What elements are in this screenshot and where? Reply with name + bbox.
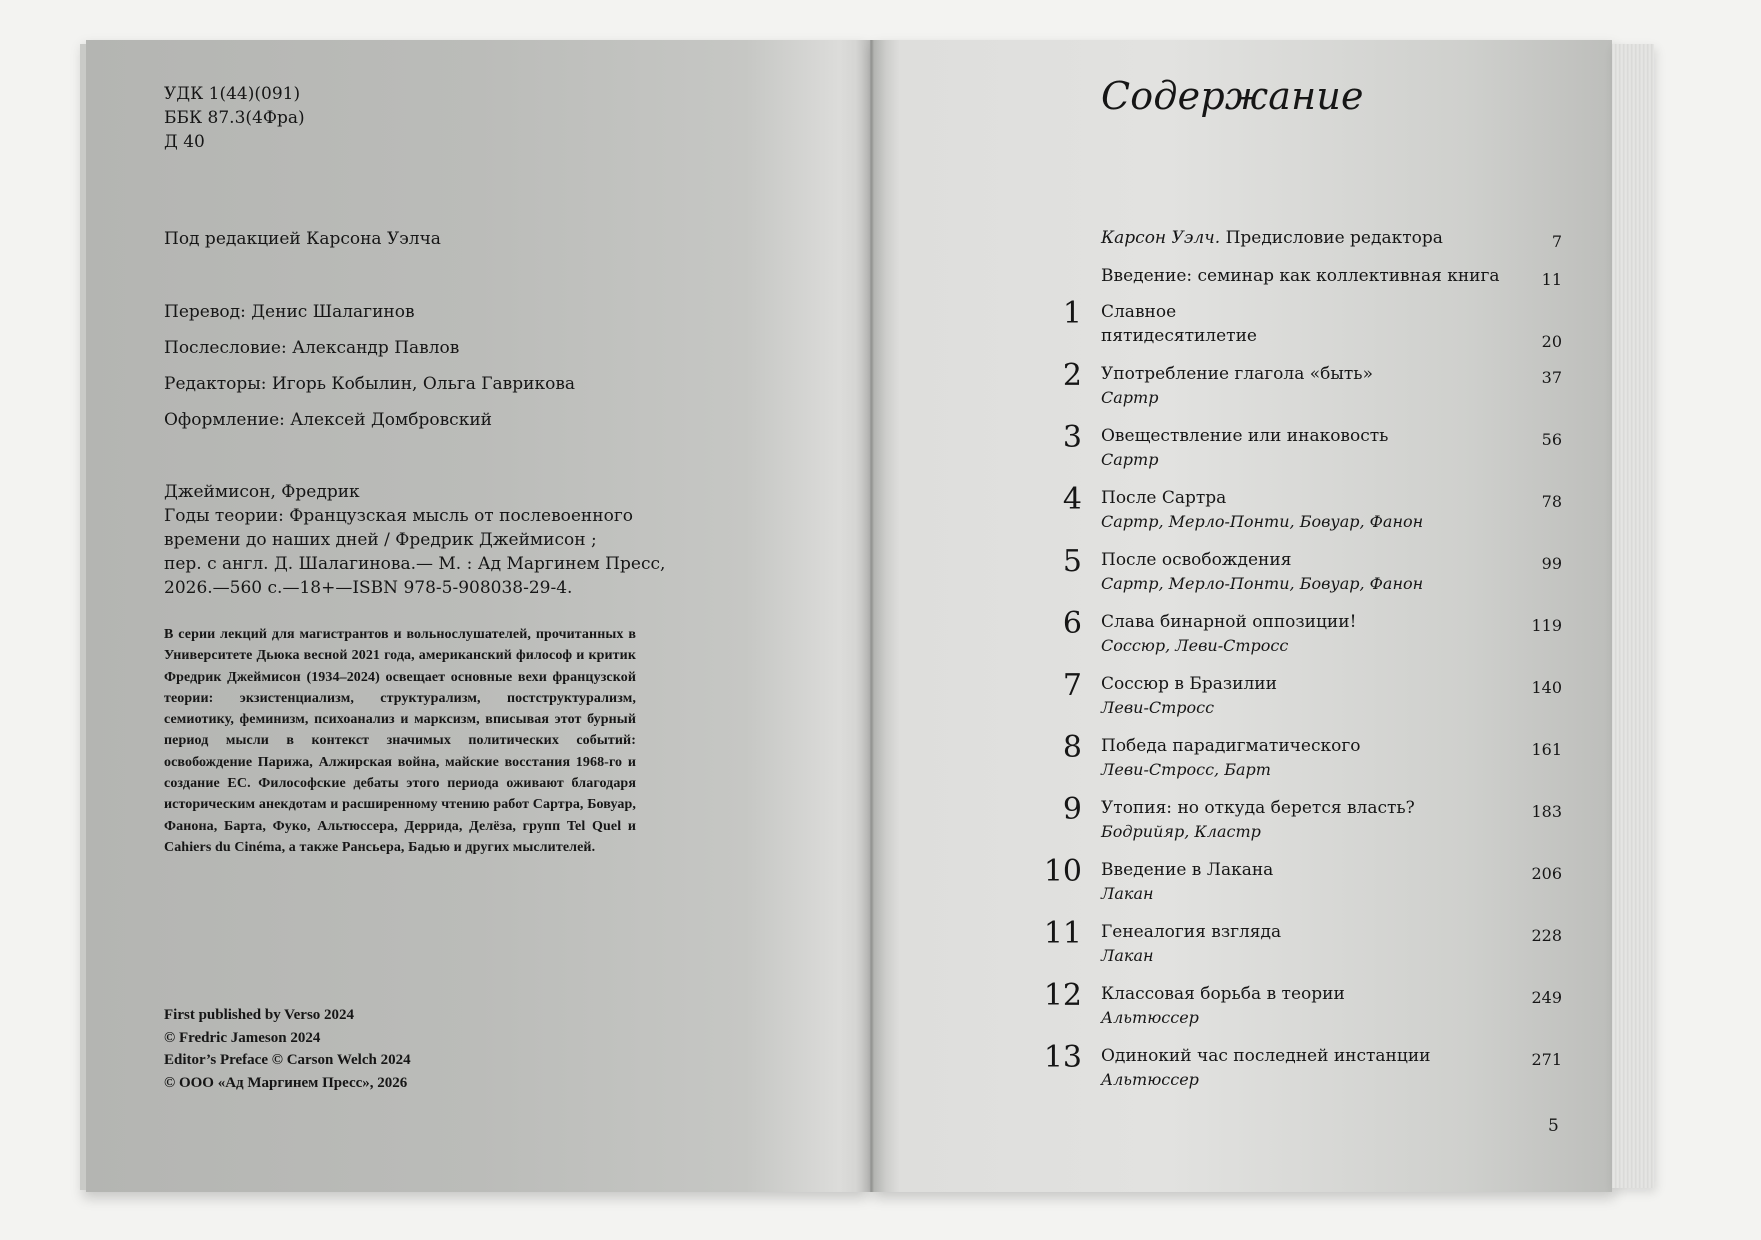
credit-translation: Перевод: Денис Шалагинов: [164, 302, 415, 322]
chapter-number: 12: [1043, 978, 1082, 1013]
toc-chapter-9[interactable]: [1040, 792, 1562, 854]
biblio-author: Джеймисон, Фредрик: [164, 482, 360, 502]
chapter-number: 6: [1062, 606, 1082, 641]
credit-design: Оформление: Алексей Домбровский: [164, 410, 492, 430]
chapter-title: Генеалогия взгляда: [1101, 922, 1282, 942]
page-number: 5: [1548, 1116, 1559, 1136]
chapter-author: Сартр: [1101, 388, 1159, 407]
chapter-title: Соссюр в Бразилии: [1101, 674, 1277, 694]
chapter-title: Утопия: но откуда берется власть?: [1101, 798, 1415, 818]
toc-chapter-10[interactable]: [1040, 854, 1562, 916]
chapter-number: 2: [1062, 358, 1082, 393]
chapter-author: Леви-Стросс: [1101, 698, 1215, 717]
chapter-author: Альтюссер: [1101, 1008, 1199, 1027]
chapter-page: 119: [1531, 616, 1562, 635]
toc-chapter-8[interactable]: [1040, 730, 1562, 792]
book-spine-shadow: [856, 40, 886, 1192]
chapter-author: Соссюр, Леви-Стросс: [1101, 636, 1289, 655]
toc-entry-title: Предисловие редактора: [1225, 228, 1443, 248]
credit-afterword: Послесловие: Александр Павлов: [164, 338, 460, 358]
toc-chapter-3[interactable]: [1040, 420, 1562, 482]
chapter-page: 99: [1541, 554, 1562, 573]
copyright-block: [164, 1004, 411, 1094]
edited-by: Под редакцией Карсона Уэлча: [164, 229, 441, 249]
chapter-title: Овеществление или инаковость: [1101, 426, 1389, 446]
chapter-title: Слава бинарной оппозиции!: [1101, 612, 1357, 632]
chapter-page: 20: [1541, 332, 1562, 351]
chapter-title: Одинокий час последней инстанции: [1101, 1046, 1431, 1066]
chapter-number: 11: [1043, 916, 1082, 951]
copyright-line: © ООО «Ад Маргинем Пресс», 2026: [164, 1074, 408, 1091]
chapter-number: 1: [1062, 296, 1082, 331]
toc-entry-title: Введение: семинар как коллективная книга: [1101, 266, 1500, 286]
copyright-line: © Fredric Jameson 2024: [164, 1029, 321, 1046]
toc-chapter-13[interactable]: [1040, 1040, 1562, 1102]
chapter-author: Леви-Стросс, Барт: [1101, 760, 1271, 779]
annotation-paragraph: В серии лекций для магистрантов и вольнослушателей, прочитанных в Университете Дьюка весной 2021 года, американский философ и критик Фредрик Джеймисон (1934–2024) освещает основные вехи французской теории: экзистенциализм, структурализм, постструктурализм, семиотику, феминизм, психоанализ и марксизм, вписывая этот бурный период мысли в контекст значимых политических событий: освобождение Парижа, Алжирская война, майские восстания 1968-го и создание ЕС. Философские дебаты этого периода оживают благодаря историческим анекдотам и расширенному чтению работ Сартра, Бовуар, Фанона, Барта, Фуко, Альтюссера, Деррида, Делёза, групп Tel Quel и Cahiers du Cinéma, а также Рансьера, Бадью и других мыслителей.: [164, 627, 636, 855]
page-block-edge: [1612, 44, 1654, 1188]
chapter-author: Сартр, Мерло-Понти, Бовуар, Фанон: [1101, 512, 1424, 531]
copyright-line: Editor’s Preface © Carson Welch 2024: [164, 1052, 411, 1068]
chapter-title: После освобождения: [1101, 550, 1292, 570]
toc-chapter-2[interactable]: [1040, 358, 1562, 420]
chapter-number: 13: [1043, 1040, 1082, 1075]
page-title: Содержание: [1101, 74, 1364, 118]
chapter-author: Сартр: [1101, 450, 1159, 469]
biblio-line: пер. с англ. Д. Шалагинова.— М. : Ад Маргинем Пресс,: [164, 554, 666, 574]
chapter-title-continued: пятидесятилетие: [1101, 326, 1257, 346]
bbk-code: ББК 87.3(4Фра): [164, 108, 305, 128]
toc-chapter-7[interactable]: [1040, 668, 1562, 730]
chapter-number: 3: [1062, 420, 1082, 455]
toc-entry-author: Карсон Уэлч.: [1101, 228, 1221, 248]
biblio-line: Годы теории: Французская мысль от послевоенного: [164, 506, 633, 526]
toc-page-number: 11: [1541, 270, 1562, 289]
udk-code: УДК 1(44)(091): [164, 84, 301, 104]
biblio-line: 2026.—560 с.—18+—ISBN 978-5-908038-29-4.: [164, 578, 573, 598]
chapter-title: Употребление глагола «быть»: [1101, 364, 1373, 384]
chapter-title: После Сартра: [1101, 488, 1227, 508]
biblio-line: времени до наших дней / Фредрик Джеймисон ;: [164, 530, 597, 550]
chapter-number: 9: [1062, 792, 1082, 827]
copyright-line: First published by Verso 2024: [164, 1007, 355, 1023]
credit-editors: Редакторы: Игорь Кобылин, Ольга Гаврикова: [164, 374, 576, 394]
toc-chapter-5[interactable]: [1040, 544, 1562, 606]
chapter-author: Лакан: [1101, 946, 1154, 965]
chapter-author: Альтюссер: [1101, 1070, 1199, 1089]
chapter-title: Классовая борьба в теории: [1101, 984, 1345, 1004]
toc-chapter-4[interactable]: [1040, 482, 1562, 544]
chapter-author: Лакан: [1101, 884, 1154, 903]
chapter-number: 4: [1062, 482, 1082, 517]
chapter-number: 7: [1062, 668, 1082, 703]
chapter-author: Сартр, Мерло-Понти, Бовуар, Фанон: [1101, 574, 1424, 593]
author-mark: Д 40: [164, 132, 205, 152]
chapter-page: 206: [1531, 864, 1562, 883]
chapter-author: Бодрийяр, Кластр: [1101, 822, 1261, 841]
chapter-page: 56: [1541, 430, 1562, 449]
chapter-page: 161: [1531, 740, 1562, 759]
toc-entry-label: [1101, 226, 1443, 250]
toc-chapter-11[interactable]: [1040, 916, 1562, 978]
chapter-title: Введение в Лакана: [1101, 860, 1274, 880]
chapter-number: 10: [1043, 854, 1082, 889]
toc-chapter-6[interactable]: [1040, 606, 1562, 668]
toc-page-number: 7: [1551, 232, 1562, 251]
chapter-page: 37: [1541, 368, 1562, 387]
toc-chapter-1[interactable]: [1040, 296, 1562, 358]
toc-chapter-12[interactable]: [1040, 978, 1562, 1040]
chapter-number: 8: [1062, 730, 1082, 765]
chapter-title: Славное: [1101, 302, 1177, 322]
chapter-page: 249: [1531, 988, 1562, 1007]
chapter-page: 228: [1531, 926, 1562, 945]
chapter-title: Победа парадигматического: [1101, 736, 1361, 756]
chapter-page: 271: [1531, 1050, 1562, 1069]
chapter-page: 78: [1541, 492, 1562, 511]
chapter-number: 5: [1062, 544, 1082, 579]
chapter-page: 140: [1531, 678, 1562, 697]
chapter-page: 183: [1531, 802, 1562, 821]
